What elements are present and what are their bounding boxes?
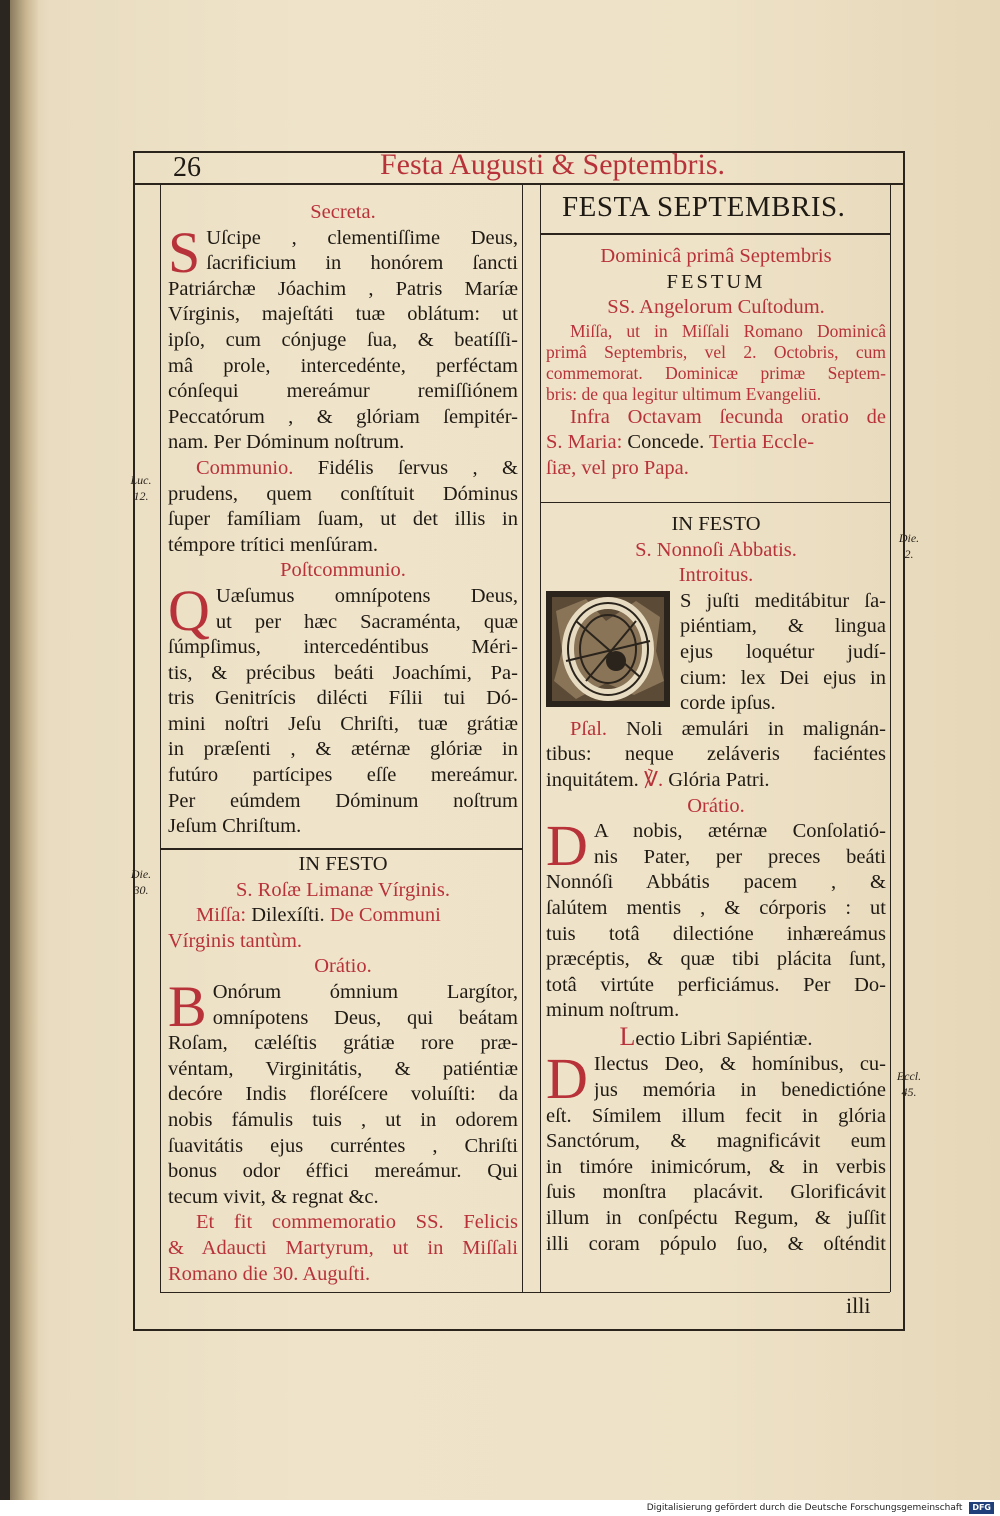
nonnosi-oratio-line: tuis totâ dilectióne inhæreámus xyxy=(546,922,886,945)
psal-line xyxy=(546,768,886,794)
nonnosi-oratio-heading: Orátio. xyxy=(687,794,745,817)
rosa-line: Roſam, cæléſtis grátiæ rore præ- xyxy=(168,1032,518,1055)
digitization-footer xyxy=(0,1500,1000,1516)
rosa-line: omnípotens Deus, qui beátam xyxy=(212,1006,518,1029)
left-box-right xyxy=(522,185,523,1292)
commemoratio-line: Et fit commemoratio SS. Felicis xyxy=(196,1211,518,1234)
rosa-initial: B xyxy=(168,973,207,1039)
communio-label: Communio. xyxy=(196,456,294,479)
rubric-line: primâ Septembris, vel 2. Octobris, cum xyxy=(546,341,886,362)
missa-label: Miſſa: xyxy=(196,904,247,927)
right-title-rule xyxy=(540,233,890,235)
right-box-right xyxy=(890,185,891,1292)
rubric-line: bris: de qua legitur ultimum Evangeliū. xyxy=(546,383,822,404)
secreta-line: Patriárchæ Jóachim , Patris Maríæ xyxy=(168,277,518,300)
postcommunio-line: Per eúmdem Dóminum noſtrum xyxy=(168,789,518,812)
rosa-oratio-block xyxy=(168,973,518,1210)
commemoratio-line: & Adaucti Martyrum, ut in Miſſali xyxy=(168,1236,518,1259)
secreta-line: Vírginis, majeſtáti tuæ oblátum: ut xyxy=(168,303,518,326)
postcommunio-line: tis, & précibus beáti Joachími, Pa- xyxy=(168,661,518,684)
concede: Concede. xyxy=(627,431,705,454)
postcommunio-line: mini noſtri Jeſu Chriſti, tuæ grátiæ xyxy=(168,712,518,735)
rosa-line: nobis fámulis tuis , ut in odorem xyxy=(168,1108,518,1131)
page-number: 26 xyxy=(173,152,201,183)
tertia: Tertia Eccle- xyxy=(709,431,815,454)
dfg-logo: DFG xyxy=(969,1502,994,1514)
lectio-line: Sanctórum, & magnificávit eum xyxy=(546,1130,886,1153)
introitus-line: piéntiam, & lingua xyxy=(680,615,886,638)
versicle: ℣. xyxy=(643,768,664,791)
rosa-line: Onórum ómnium Largítor, xyxy=(212,980,518,1003)
secreta-initial: S xyxy=(168,219,201,285)
lectio-line: illum in conſpéctu Regum, & juſſit xyxy=(546,1207,886,1230)
psal-label: Pſal. xyxy=(570,717,608,740)
psal-first: Noli æmulári in malignán- xyxy=(626,717,886,740)
left-mid-rule xyxy=(160,848,522,850)
lectio-line: illi coram pópulo ſuo, & oſténdit xyxy=(546,1232,886,1255)
introitus-line: cium: lex Dei ejus in xyxy=(680,666,886,689)
margin-note-die2 xyxy=(894,530,924,562)
missa-text: Dilexíſti. xyxy=(251,904,325,927)
secreta-line: nam. Per Dóminum noſtrum. xyxy=(168,431,405,454)
nonnosi-oratio-line: totâ virtúte perficiámus. Per Do- xyxy=(546,973,886,996)
secreta-heading: Secreta. xyxy=(310,201,376,223)
secreta-line: Peccatórum , & glóriam ſempitér- xyxy=(168,405,518,428)
left-column xyxy=(168,200,518,840)
lectio-line: in timóre inimicórum, & in verbis xyxy=(546,1155,886,1178)
catchword: illi xyxy=(846,1293,871,1318)
lectio-line: Ilectus Deo, & homínibus, cu- xyxy=(593,1053,886,1076)
infra-line: Infra Octavam ſecunda oratio de xyxy=(570,405,886,428)
psal-line: tibus: neque zeláveris faciéntes xyxy=(546,743,886,766)
postcommunio-initial: Q xyxy=(168,577,210,643)
page-gutter xyxy=(10,0,38,1500)
postcommunio-line: futúro partícipes eſſe mereámur. xyxy=(168,764,518,787)
postcommunio-block xyxy=(168,577,518,840)
nonnosi-oratio-line: Nonnóſi Abbátis pacem , & xyxy=(546,871,886,894)
rubric-line: Miſſa, ut in Miſſali Romano Dominicâ xyxy=(570,320,886,341)
margin-luc-text: Luc. 12. xyxy=(130,473,152,503)
communio-line: témpore trítici menſúram. xyxy=(168,533,379,556)
introitus-line: corde ipſus. xyxy=(680,692,776,715)
commemoratio-line: Romano die 30. Auguſti. xyxy=(168,1262,371,1285)
festum-heading: FESTUM xyxy=(666,270,766,293)
postcommunio-line: Jeſum Chriſtum. xyxy=(168,815,302,838)
nonnosi-oratio-line: præcéptis, & quæ tibi plácita ſunt, xyxy=(546,948,886,971)
introitus-heading: Introitus. xyxy=(678,564,754,587)
maria-line xyxy=(546,430,886,456)
angelorum-title: SS. Angelorum Cuſtodum. xyxy=(607,296,825,319)
communio-line xyxy=(168,456,518,482)
in-festo-right-heading: IN FESTO xyxy=(671,513,761,535)
rosa-title: S. Roſæ Limanæ Vírginis. xyxy=(236,878,450,901)
lectio-dropcap: D xyxy=(546,1046,588,1112)
maria-red: S. Maria: xyxy=(546,431,623,454)
rosa-line: véntam, Virginitátis, & patiéntiæ xyxy=(168,1057,518,1080)
psal-line xyxy=(546,717,886,743)
missa-line xyxy=(168,903,518,929)
nonnosi-oratio-line: nis Pater, per preces beáti xyxy=(593,845,886,868)
rosa-line: decóre Indis floréſcere voluíſti: da xyxy=(168,1083,518,1106)
lectio-line: jus memória in benedictióne xyxy=(593,1079,886,1102)
right-mid-rule xyxy=(540,502,890,503)
introitus-line: ejus loquétur judí- xyxy=(680,640,886,663)
lectio-heading xyxy=(546,1024,886,1053)
psal-last: inquitátem. xyxy=(546,768,639,791)
rubric-line: commemorat. Dominicæ primæ Septem- xyxy=(546,362,886,383)
postcommunio-line: ſúmpſimus, intercedéntibus Méri- xyxy=(168,636,518,659)
secreta-line: ipſo, cum cónjuge ſua, & beatíſſi- xyxy=(168,328,518,351)
book-page xyxy=(10,0,1000,1500)
right-column-lower xyxy=(546,512,886,1257)
nonnosi-oratio-line: ſalútem mentis , & córporis : ut xyxy=(546,896,886,919)
margin-die30-text: Die. 30. xyxy=(130,867,152,897)
lectio-line: ſuis monſtra placávit. Glorificávit xyxy=(546,1181,886,1204)
introitus-block xyxy=(546,589,886,717)
communio-line: ſuper famíliam ſuam, ut det illis in xyxy=(168,508,518,531)
nonnosi-oratio-line: A nobis, ætérnæ Conſolatió- xyxy=(593,820,886,843)
woodcut-initial-o xyxy=(546,591,670,707)
margin-note-die30 xyxy=(126,866,156,898)
rosa-line: tecum vivit, & regnat &c. xyxy=(168,1185,379,1208)
header-rule xyxy=(133,183,905,185)
secreta-line: ſacrificium in honórem ſancti xyxy=(206,252,518,275)
secreta-block xyxy=(168,219,518,456)
nonnosi-oratio-initial: D xyxy=(546,813,588,879)
frame-left-rule xyxy=(133,151,135,1331)
rosa-line: bonus odor éffici mereámur. Qui xyxy=(168,1160,518,1183)
postcommunio-line: Uæſumus omnípotens Deus, xyxy=(215,584,518,607)
lectio-block xyxy=(546,1046,886,1257)
margin-eccl-text: Eccl. 45. xyxy=(896,1069,922,1099)
left-box-left xyxy=(160,185,161,1292)
lectio-line: eſt. Símilem illum fecit in glória xyxy=(546,1104,886,1127)
dominica-line: Dominicâ primâ Septembris xyxy=(600,245,832,267)
lectio-title: ectio Libri Sapiéntiæ. xyxy=(635,1027,813,1050)
postcommunio-line: ut per hæc Sacraménta, quæ xyxy=(215,610,518,633)
nonnosi-title: S. Nonnoſi Abbatis. xyxy=(635,538,797,561)
communio-first: Fidélis ſervus , & xyxy=(317,456,518,479)
secreta-line: mâ prole, intercedénte, perféctam xyxy=(168,354,518,377)
in-festo-heading: IN FESTO xyxy=(298,853,388,875)
nonnosi-oratio-block xyxy=(546,813,886,1024)
margin-note-luc xyxy=(126,472,156,504)
festa-septembris-title: FESTA SEPTEMBRIS. xyxy=(562,191,846,223)
postcommunio-heading: Poſtcommunio. xyxy=(280,559,406,582)
running-title: Festa Augusti & Septembris. xyxy=(380,148,725,181)
missa-line2: Vírginis tantùm. xyxy=(168,929,303,952)
footer-credit: Digitalisierung gefördert durch die Deutsche Forschungsgemeinschaft xyxy=(646,1503,963,1513)
right-column xyxy=(546,244,886,482)
left-column-lower xyxy=(168,852,518,1287)
rosa-line: ſuavitátis ejus curréntes , Chriſti xyxy=(168,1134,518,1157)
secreta-line: cónſequi mereámur remiſſiónem xyxy=(168,380,518,403)
rosa-oratio-heading: Orátio. xyxy=(314,955,372,978)
papa-line: ſiæ, vel pro Papa. xyxy=(546,456,689,479)
frame-bottom-rule xyxy=(133,1329,905,1331)
frame-right-rule xyxy=(903,151,905,1331)
lectio-initial: L xyxy=(619,1023,636,1051)
secreta-line: Uſcipe , clementiſſime Deus, xyxy=(206,226,518,249)
postcommunio-line: tris Genitrícis dilécti Fílii tui Dó- xyxy=(168,687,518,710)
margin-note-eccl xyxy=(894,1068,924,1100)
nonnosi-oratio-line: minum noſtrum. xyxy=(546,999,680,1022)
gloria: Glória Patri. xyxy=(668,768,770,791)
introitus-line: S juſti meditábitur ſa- xyxy=(680,589,886,612)
inner-bottom-rule xyxy=(160,1292,890,1293)
margin-die2-text: Die. 2. xyxy=(898,531,920,561)
right-box-left xyxy=(540,185,541,1292)
postcommunio-line: in præſenti , & ætérnæ glóriæ in xyxy=(168,738,518,761)
communio-line: prudens, quem conſtítuit Dóminus xyxy=(168,482,518,505)
missa-rest: De Communi xyxy=(329,904,441,927)
